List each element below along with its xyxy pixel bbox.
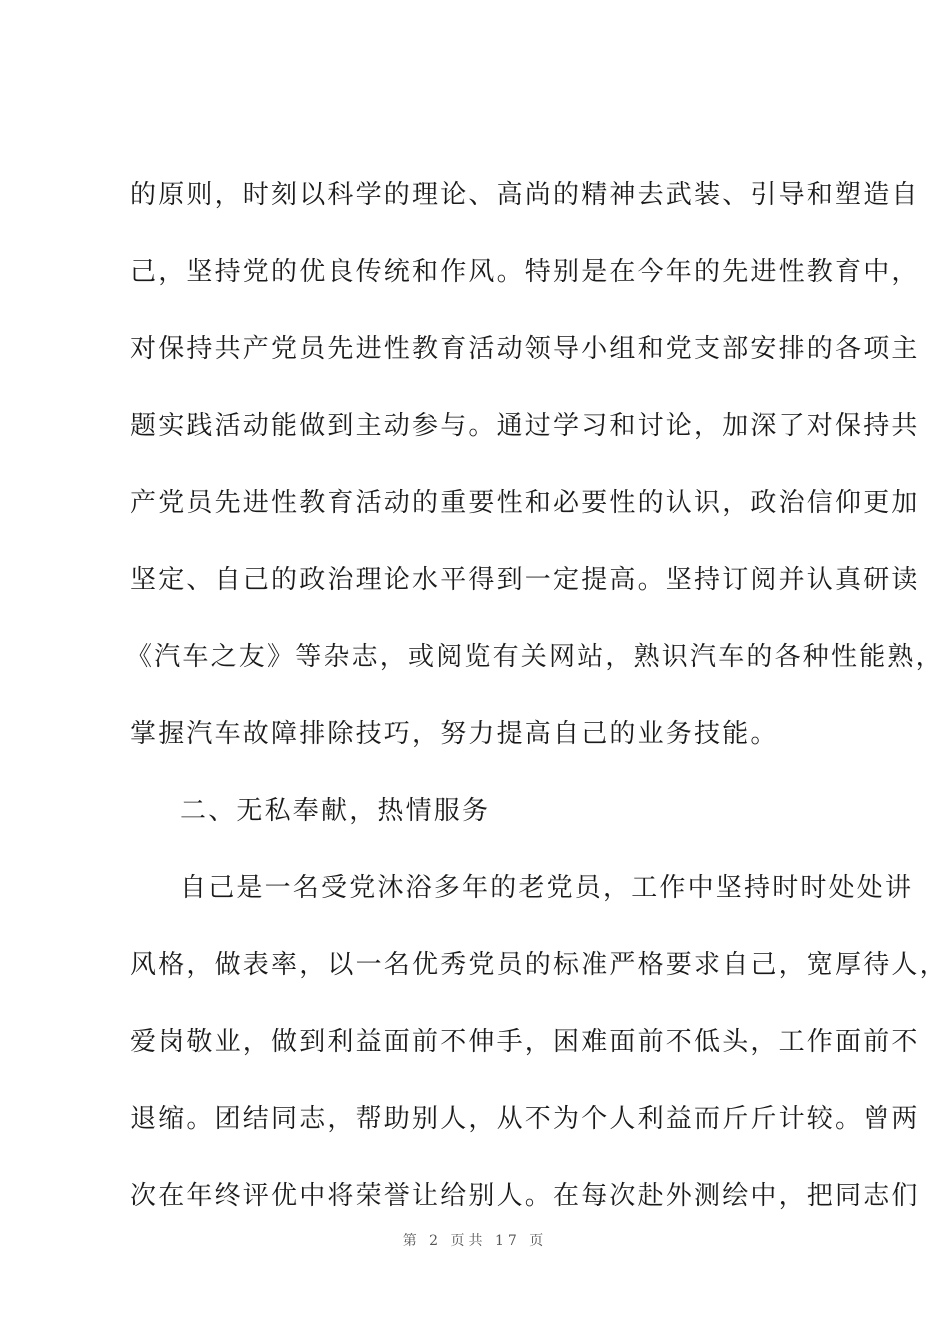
paragraph-line: 掌握汽车故障排除技巧，努力提高自己的业务技能。: [130, 719, 779, 749]
section-heading: 二、无私奉献，热情服务: [180, 796, 491, 826]
paragraph-line: 题实践活动能做到主动参与。通过学习和讨论，加深了对保持共: [130, 411, 920, 441]
paragraph-line: 风格，做表率，以一名优秀党员的标准严格要求自己，宽厚待人，: [130, 950, 948, 980]
paragraph-line: 己，坚持党的优良传统和作风。特别是在今年的先进性教育中，: [130, 257, 920, 287]
paragraph-line: 《汽车之友》等杂志，或阅览有关网站，熟识汽车的各种性能熟，: [126, 642, 944, 672]
paragraph-line: 自己是一名受党沐浴多年的老党员，工作中坚持时时处处讲: [180, 873, 914, 903]
paragraph-line: 次在年终评优中将荣誉让给别人。在每次赴外测绘中，把同志们: [130, 1181, 920, 1211]
page-number-footer: 第 2 页共 17 页: [402, 1233, 548, 1249]
paragraph-line: 产党员先进性教育活动的重要性和必要性的认识，政治信仰更加: [130, 488, 920, 518]
paragraph-line: 的原则，时刻以科学的理论、高尚的精神去武装、引导和塑造自: [130, 180, 920, 210]
paragraph-line: 对保持共产党员先进性教育活动领导小组和党支部安排的各项主: [130, 334, 920, 364]
paragraph-line: 爱岗敬业，做到利益面前不伸手，困难面前不低头，工作面前不: [130, 1027, 920, 1057]
paragraph-line: 退缩。团结同志，帮助别人，从不为个人利益而斤斤计较。曾两: [130, 1104, 920, 1134]
paragraph-line: 坚定、自己的政治理论水平得到一定提高。坚持订阅并认真研读: [130, 565, 920, 595]
